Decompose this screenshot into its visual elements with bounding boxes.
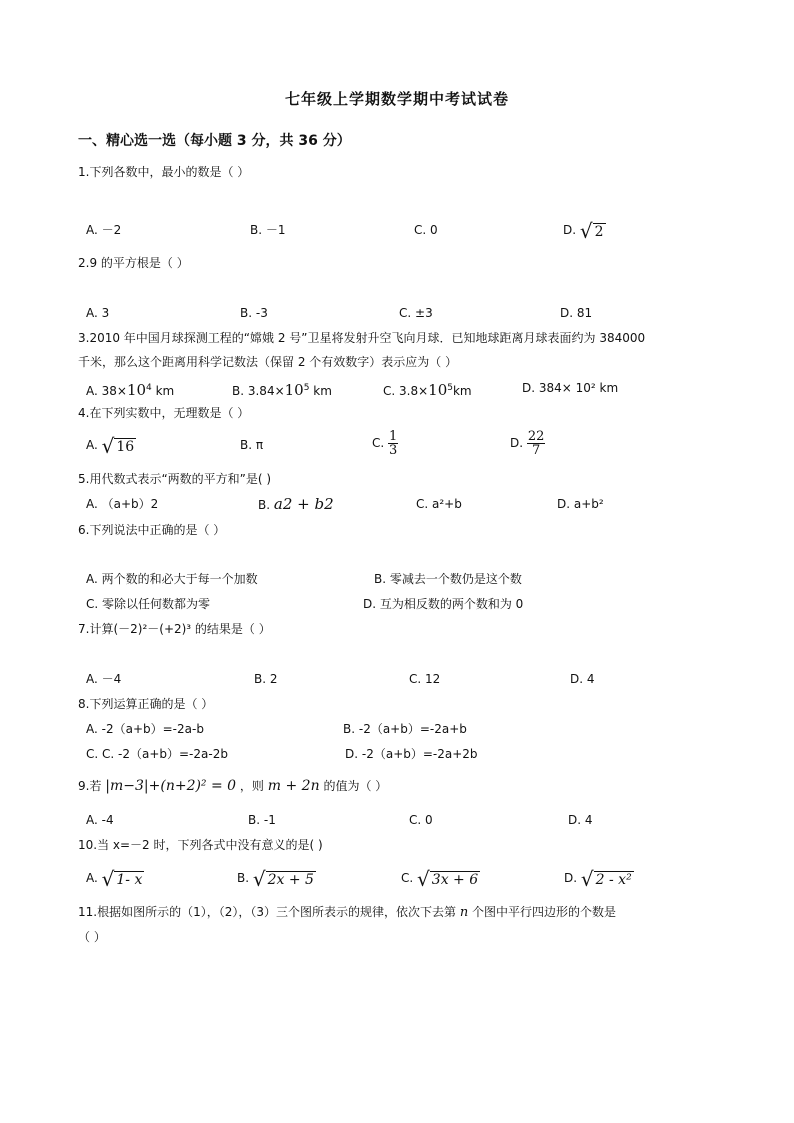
question-stem-line-2: （ ） xyxy=(78,930,106,944)
option-a xyxy=(86,376,174,403)
option-d xyxy=(510,430,545,457)
question-7-options xyxy=(0,667,700,691)
question-stem-line-2: 千米，那么这个距离用科学记数法（保留 2 个有效数字）表示应为（ ） xyxy=(78,355,458,369)
question-4-options xyxy=(0,429,700,461)
exam-title: 七年级上学期数学期中考试试卷 xyxy=(284,90,509,108)
question-2 xyxy=(78,251,728,275)
question-8-options-row-2 xyxy=(0,742,700,766)
option-text: C. 3.8× xyxy=(383,384,429,398)
option-c: C. 12 xyxy=(409,672,441,686)
question-5-options xyxy=(0,492,700,516)
radical: √ 2 - x² xyxy=(580,866,632,891)
option-b xyxy=(232,376,332,403)
option-b: B. 2 xyxy=(254,672,278,686)
denominator: 7 xyxy=(532,443,541,458)
option-a xyxy=(86,433,136,457)
option-b xyxy=(237,866,316,890)
option-a: A. （a+b）2 xyxy=(86,497,159,511)
fraction xyxy=(527,430,546,457)
numerator: 22 xyxy=(527,429,545,444)
option-label: B. xyxy=(258,498,271,512)
denominator: 3 xyxy=(389,443,398,458)
option-label: D. xyxy=(564,871,578,885)
question-stem: 2.9 的平方根是（ ） xyxy=(78,256,189,270)
option-b: B. -1 xyxy=(248,813,276,827)
question-stem: 8.下列运算正确的是（ ） xyxy=(78,697,214,711)
option-b: B. π xyxy=(240,438,264,452)
question-3 xyxy=(78,326,728,374)
option-d: D. -2（a+b）=-2a+2b xyxy=(345,747,478,761)
option-d: D. 384× 10² km xyxy=(522,381,619,395)
option-b: B. -3 xyxy=(240,306,268,320)
question-8 xyxy=(78,692,728,716)
option-c: C. ±3 xyxy=(399,306,433,320)
power-base: 10 xyxy=(284,381,304,399)
radical: √ 1- x xyxy=(101,866,143,891)
option-label: D. xyxy=(510,436,524,450)
option-c xyxy=(383,376,472,403)
option-c xyxy=(401,866,480,890)
option-b: B. 零减去一个数仍是这个数 xyxy=(374,572,522,586)
radical: √ 2 xyxy=(579,218,604,243)
radicand: 16 xyxy=(116,438,135,455)
option-a: A. －2 xyxy=(86,223,122,237)
question-9 xyxy=(78,774,728,798)
question-1 xyxy=(78,160,728,184)
question-stem: 5.用代数式表示“两数的平方和”是( ) xyxy=(78,472,272,486)
power-base: 10 xyxy=(126,381,147,399)
radicand: 2x + 5 xyxy=(267,871,314,888)
power-exponent: 5 xyxy=(447,383,453,393)
stem-prefix: 9.若 xyxy=(78,779,102,793)
fraction xyxy=(388,430,398,457)
question-stem: 4.在下列实数中，无理数是（ ） xyxy=(78,406,250,420)
question-3-options xyxy=(0,376,700,400)
question-10-options xyxy=(0,866,700,894)
option-text: A. 38× xyxy=(86,384,127,398)
question-8-options-row-1 xyxy=(0,717,700,741)
option-d: D. 4 xyxy=(570,672,595,686)
unit: km xyxy=(452,384,472,398)
unit: km xyxy=(151,384,175,398)
question-11 xyxy=(78,900,738,949)
radical: √ 3x + 6 xyxy=(417,866,479,891)
option-label: A. xyxy=(86,871,98,885)
radicand: 2 xyxy=(594,223,604,240)
option-b: B. -2（a+b）=-2a+b xyxy=(343,722,467,736)
question-4 xyxy=(78,401,728,425)
stem-suffix: 个图中平行四边形的个数是 xyxy=(472,905,617,919)
stem-suffix: 的值为（ ） xyxy=(323,779,388,793)
option-d: D. 4 xyxy=(568,813,593,827)
question-stem: 7.计算(－2)²－(+2)³ 的结果是（ ） xyxy=(78,622,271,636)
option-c xyxy=(372,430,398,457)
question-stem: 1.下列各数中，最小的数是（ ） xyxy=(78,165,250,179)
question-7 xyxy=(78,617,728,641)
question-stem-line-1: 3.2010 年中国月球探测工程的“嫦娥 2 号”卫星将发射升空飞向月球．已知地球距离月球表面约为 384000 xyxy=(78,331,646,345)
math-expression: a2 + b2 xyxy=(273,495,334,513)
power-exponent: 4 xyxy=(146,383,152,393)
radical: √ 16 xyxy=(101,433,135,458)
option-b: B. －1 xyxy=(250,223,286,237)
option-d xyxy=(564,866,634,890)
question-stem: 10.当 x=－2 时，下列各式中没有意义的是( ) xyxy=(78,838,323,852)
option-a: A. 两个数的和必大于每一个加数 xyxy=(86,572,258,586)
question-10 xyxy=(78,833,728,857)
question-9-options xyxy=(0,808,700,832)
question-stem: 6.下列说法中正确的是（ ） xyxy=(78,523,226,537)
option-c: C. a²+b xyxy=(416,497,462,511)
question-5 xyxy=(78,467,728,491)
radicand: 3x + 6 xyxy=(431,871,479,888)
numerator: 1 xyxy=(389,429,398,444)
option-label: C. xyxy=(372,436,385,450)
question-6-options-row-2 xyxy=(0,592,700,616)
stem-middle: ，则 xyxy=(239,779,264,793)
math-variable: n xyxy=(459,905,469,920)
question-stem xyxy=(78,774,728,798)
option-c: C. 零除以任何数都为零 xyxy=(86,597,211,611)
question-1-options xyxy=(0,218,700,242)
question-6-options-row-1 xyxy=(0,567,700,591)
question-2-options xyxy=(0,301,700,325)
radical: √ 2x + 5 xyxy=(252,866,314,891)
option-b xyxy=(258,492,334,517)
option-a: A. -4 xyxy=(86,813,114,827)
option-d: D. 81 xyxy=(560,306,593,320)
option-text: B. 3.84× xyxy=(232,384,285,398)
option-c: C. 0 xyxy=(414,223,438,237)
option-d: D. 互为相反数的两个数和为 0 xyxy=(363,597,524,611)
option-c: C. 0 xyxy=(409,813,433,827)
section-heading: 一、精心选一选（每小题 3 分，共 36 分） xyxy=(78,133,351,149)
stem-prefix: 11.根据如图所示的（1），（2），（3）三个图所表示的规律，依次下去第 xyxy=(78,905,456,919)
unit: km xyxy=(309,384,332,398)
option-a xyxy=(86,866,144,890)
question-stem-line-1 xyxy=(78,900,738,925)
radicand: 2 - x² xyxy=(595,871,632,888)
option-a: A. -2（a+b）=-2a-b xyxy=(86,722,204,736)
math-expression: m + 2n xyxy=(267,778,320,794)
option-label: C. xyxy=(401,871,414,885)
option-d: D. a+b² xyxy=(557,497,604,511)
option-label: A. xyxy=(86,438,98,452)
radicand: 1- x xyxy=(116,871,143,888)
power-exponent: 5 xyxy=(303,383,310,393)
question-6 xyxy=(78,518,728,542)
math-equation: |m−3|+(n+2)² = 0 xyxy=(105,778,237,794)
option-label: D. xyxy=(563,223,577,237)
option-label: B. xyxy=(237,871,250,885)
option-c: C. C. -2（a+b）=-2a-2b xyxy=(86,747,228,761)
power-base: 10 xyxy=(428,381,448,399)
option-a: A. 3 xyxy=(86,306,110,320)
option-a: A. －4 xyxy=(86,672,122,686)
option-d xyxy=(563,218,606,242)
